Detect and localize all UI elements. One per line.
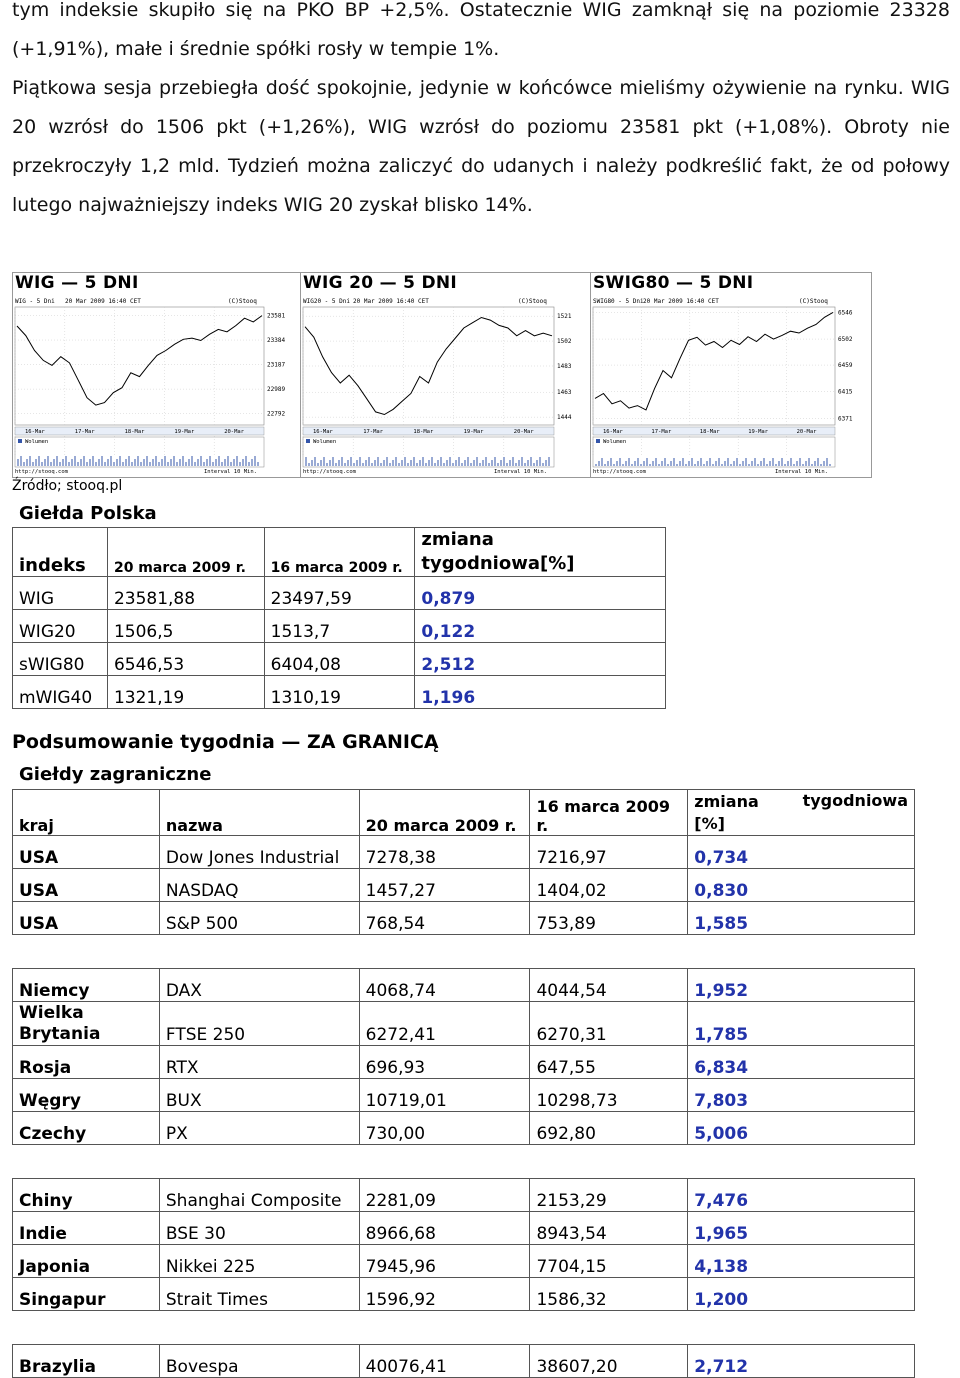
world-cell-date2: 1586,32	[530, 1278, 688, 1311]
pl-cell-date1: 23581,88	[107, 577, 264, 610]
pl-header-zmiana-1: zmiana	[421, 529, 494, 550]
world-cell-name: S&P 500	[159, 902, 359, 935]
world-cell-date1: 2281,09	[359, 1179, 530, 1212]
spacer-cell	[13, 935, 915, 969]
y-tick-label: 22989	[267, 386, 286, 394]
chart-footer-url: http://stooq.com	[303, 469, 356, 475]
world-cell-change: 1,952	[688, 969, 915, 1002]
world-cell-change: 1,785	[688, 1002, 915, 1046]
pl-cell-index: WIG	[13, 577, 108, 610]
volume-frame	[15, 437, 264, 467]
world-cell-name: BUX	[159, 1079, 359, 1112]
world-cell-name: DAX	[159, 969, 359, 1002]
world-cell-date2: 4044,54	[530, 969, 688, 1002]
world-cell-name: Strait Times	[159, 1278, 359, 1311]
y-tick-label: 1521	[557, 313, 572, 321]
pl-cell-index: WIG20	[13, 610, 108, 643]
x-tick-label: 19-Mar	[463, 429, 484, 435]
world-table-row	[13, 869, 915, 902]
world-cell-change: 2,712	[688, 1345, 915, 1378]
world-table-body	[13, 836, 915, 1378]
world-cell-country: USA	[13, 902, 160, 935]
world-table-row	[13, 902, 915, 935]
x-tick-label: 17-Mar	[363, 429, 384, 435]
world-cell-date2: 38607,20	[530, 1345, 688, 1378]
world-table-row	[13, 1278, 915, 1311]
y-tick-label: 1463	[557, 389, 572, 397]
world-cell-country: Węgry	[13, 1079, 160, 1112]
wig-chart	[13, 273, 301, 477]
volume-label: Wolumen	[603, 439, 627, 445]
volume-legend-swatch	[306, 439, 310, 443]
pl-cell-date1: 1321,19	[107, 676, 264, 709]
world-cell-date1: 696,93	[359, 1046, 530, 1079]
world-table-row	[13, 1079, 915, 1112]
x-tick-label: 19-Mar	[174, 429, 195, 435]
world-table	[12, 789, 915, 1378]
volume-legend-swatch	[596, 439, 600, 443]
world-cell-name: Bovespa	[159, 1345, 359, 1378]
world-cell-date1: 7945,96	[359, 1245, 530, 1278]
world-cell-country: Singapur	[13, 1278, 160, 1311]
world-cell-date2: 1404,02	[530, 869, 688, 902]
world-table-row	[13, 1212, 915, 1245]
swig80-chart	[591, 273, 871, 477]
world-cell-date2: 647,55	[530, 1046, 688, 1079]
world-cell-change: 5,006	[688, 1112, 915, 1145]
wig-chart-title: WIG — 5 DNI	[15, 273, 139, 293]
pl-section-title: Giełda Polska	[19, 503, 157, 524]
pl-cell-change: 1,196	[415, 676, 666, 709]
world-cell-date2: 753,89	[530, 902, 688, 935]
world-cell-country: Chiny	[13, 1179, 160, 1212]
x-tick-label: 17-Mar	[74, 429, 95, 435]
y-tick-label: 23581	[267, 312, 286, 320]
chart-header-left: SWIG80 - 5 Dni	[593, 298, 644, 305]
world-header-kraj: kraj	[13, 790, 160, 836]
world-cell-date1: 1596,92	[359, 1278, 530, 1311]
volume-label: Wolumen	[25, 439, 49, 445]
world-cell-country: Niemcy	[13, 969, 160, 1002]
pl-cell-change: 0,879	[415, 577, 666, 610]
world-cell-date2: 6270,31	[530, 1002, 688, 1046]
chart-header-left: WIG20 - 5 Dni	[303, 298, 350, 305]
x-tick-label: 16-Mar	[25, 429, 45, 435]
world-cell-date1: 6272,41	[359, 1002, 530, 1046]
world-cell-country: USA	[13, 869, 160, 902]
world-cell-country: USA	[13, 836, 160, 869]
pl-table	[12, 527, 666, 709]
pl-cell-index: sWIG80	[13, 643, 108, 676]
world-cell-date1: 40076,41	[359, 1345, 530, 1378]
world-cell-change: 1,965	[688, 1212, 915, 1245]
world-header-pct: [%]	[694, 814, 725, 833]
world-cell-country: Brazylia	[13, 1345, 160, 1378]
world-cell-change: 7,803	[688, 1079, 915, 1112]
world-table-row	[13, 1345, 915, 1378]
pl-table-row	[13, 610, 666, 643]
world-cell-name: Dow Jones Industrial	[159, 836, 359, 869]
world-cell-date2: 2153,29	[530, 1179, 688, 1212]
chart-header-date: 20 Mar 2009 16:40 CET	[643, 298, 719, 305]
world-table-row	[13, 969, 915, 1002]
pl-table-header	[13, 528, 666, 577]
world-cell-change: 1,200	[688, 1278, 915, 1311]
y-tick-label: 22792	[267, 410, 286, 418]
x-tick-label: 20-Mar	[224, 429, 245, 435]
world-table-title: Giełdy zagraniczne	[19, 764, 212, 785]
y-tick-label: 23384	[267, 337, 286, 345]
world-cell-name: RTX	[159, 1046, 359, 1079]
world-table-row	[13, 1245, 915, 1278]
world-header-nazwa: nazwa	[159, 790, 359, 836]
y-tick-label: 23187	[267, 361, 286, 369]
world-header-date2: 16 marca 2009 r.	[530, 790, 688, 836]
pl-cell-date2: 1513,7	[264, 610, 415, 643]
charts-panel	[12, 272, 872, 478]
y-tick-label: 6459	[838, 362, 853, 370]
world-header-date1: 20 marca 2009 r.	[359, 790, 530, 836]
y-tick-label: 6502	[838, 336, 853, 344]
plot-frame	[593, 307, 835, 425]
pl-header-date2: 16 marca 2009 r.	[264, 528, 415, 577]
world-section-heading: Podsumowanie tygodnia — ZA GRANICĄ	[12, 731, 439, 753]
world-table-row	[13, 836, 915, 869]
chart-footer-interval: Interval 10 Min.	[204, 469, 257, 475]
world-table-row	[13, 1179, 915, 1212]
y-tick-label: 1444	[557, 414, 572, 422]
pl-table-body	[13, 577, 666, 709]
x-tick-label: 17-Mar	[651, 429, 672, 435]
world-cell-date1: 1457,27	[359, 869, 530, 902]
world-cell-date2: 692,80	[530, 1112, 688, 1145]
pl-cell-change: 0,122	[415, 610, 666, 643]
world-table-row	[13, 1002, 915, 1046]
pl-header-indeks: indeks	[13, 528, 108, 577]
y-tick-label: 6415	[838, 388, 853, 396]
world-cell-name: Nikkei 225	[159, 1245, 359, 1278]
group-spacer	[13, 1311, 915, 1345]
world-table-row	[13, 1046, 915, 1079]
swig80-chart-title: SWIG80 — 5 DNI	[593, 273, 754, 293]
world-cell-date1: 10719,01	[359, 1079, 530, 1112]
x-tick-label: 16-Mar	[313, 429, 333, 435]
world-table-header	[13, 790, 915, 836]
world-cell-date1: 768,54	[359, 902, 530, 935]
chart-header-date: 20 Mar 2009 16:40 CET	[65, 298, 141, 305]
group-spacer	[13, 935, 915, 969]
group-spacer	[13, 1145, 915, 1179]
intro-text	[12, 0, 950, 225]
x-tick-label: 20-Mar	[513, 429, 534, 435]
chart-footer-interval: Interval 10 Min.	[775, 469, 828, 475]
world-header-zmiana	[688, 790, 915, 836]
world-table-row	[13, 1112, 915, 1145]
world-cell-change: 1,585	[688, 902, 915, 935]
chart-svg	[301, 295, 590, 475]
chart-header-copyright: (C)Stooq	[228, 298, 257, 305]
world-cell-change: 4,138	[688, 1245, 915, 1278]
world-cell-name: BSE 30	[159, 1212, 359, 1245]
spacer-cell	[13, 1145, 915, 1179]
x-tick-label: 16-Mar	[603, 429, 623, 435]
pl-table-row	[13, 643, 666, 676]
world-cell-name: NASDAQ	[159, 869, 359, 902]
pl-cell-date1: 6546,53	[107, 643, 264, 676]
world-cell-date2: 10298,73	[530, 1079, 688, 1112]
world-cell-change: 0,830	[688, 869, 915, 902]
price-line	[595, 312, 833, 410]
world-cell-date1: 4068,74	[359, 969, 530, 1002]
world-cell-date1: 8966,68	[359, 1212, 530, 1245]
spacer-cell	[13, 1311, 915, 1345]
world-cell-name: Shanghai Composite	[159, 1179, 359, 1212]
pl-table-row	[13, 577, 666, 610]
world-cell-change: 0,734	[688, 836, 915, 869]
intro-paragraph-2: Piątkowa sesja przebiegła dość spokojnie, jedynie w końcówce mieliśmy ożywienie na rynku. WIG 20 wzrósł do 1506 pkt (+1,26%), WIG wzrósł do poziomu 23581 pkt (+1,08%). Obroty nie przekroczyły 1,2 mld. Tydzień można zaliczyć do udanych i należy podkreślić fakt, że od połowy lutego najważniejszy indeks WIG 20 zyskał blisko 14%.	[12, 77, 950, 216]
pl-cell-change: 2,512	[415, 643, 666, 676]
y-tick-label: 6546	[838, 309, 853, 317]
world-cell-change: 7,476	[688, 1179, 915, 1212]
chart-footer-url: http://stooq.com	[593, 469, 646, 475]
pl-header-date1: 20 marca 2009 r.	[107, 528, 264, 577]
intro-line-1: tym indeksie skupiło się na PKO BP +2,5%. Ostatecznie WIG zamknął się na poziomie 23328 (+1,91%), małe i średnie spółki rosły w tempie 1%.	[12, 0, 950, 60]
pl-cell-date2: 23497,59	[264, 577, 415, 610]
world-cell-date2: 7704,15	[530, 1245, 688, 1278]
pl-header-zmiana-2: tygodniowa[%]	[421, 553, 575, 574]
x-tick-label: 18-Mar	[124, 429, 145, 435]
pl-cell-date1: 1506,5	[107, 610, 264, 643]
chart-header-copyright: (C)Stooq	[799, 298, 828, 305]
x-tick-label: 20-Mar	[796, 429, 817, 435]
world-header-zmiana-word: zmiana	[694, 792, 759, 811]
world-cell-date1: 730,00	[359, 1112, 530, 1145]
world-header-tygodniowa: tygodniowa	[802, 791, 908, 810]
chart-svg	[13, 295, 300, 475]
world-cell-country: Wielka Brytania	[13, 1002, 160, 1046]
y-tick-label: 1502	[557, 338, 572, 346]
world-cell-country: Rosja	[13, 1046, 160, 1079]
pl-table-row	[13, 676, 666, 709]
chart-footer-url: http://stooq.com	[15, 469, 68, 475]
world-cell-date2: 7216,97	[530, 836, 688, 869]
world-cell-name: FTSE 250	[159, 1002, 359, 1046]
world-cell-name: PX	[159, 1112, 359, 1145]
chart-header-date: 20 Mar 2009 16:40 CET	[353, 298, 429, 305]
wig20-chart-title: WIG 20 — 5 DNI	[303, 273, 458, 293]
world-cell-country: Czechy	[13, 1112, 160, 1145]
pl-cell-index: mWIG40	[13, 676, 108, 709]
volume-legend-swatch	[18, 439, 22, 443]
pl-cell-date2: 6404,08	[264, 643, 415, 676]
price-line	[17, 316, 262, 406]
x-tick-label: 18-Mar	[413, 429, 434, 435]
wig20-chart	[301, 273, 591, 477]
world-cell-date2: 8943,54	[530, 1212, 688, 1245]
x-tick-label: 19-Mar	[748, 429, 769, 435]
x-tick-label: 18-Mar	[699, 429, 720, 435]
volume-label: Wolumen	[313, 439, 337, 445]
pl-header-zmiana	[415, 528, 666, 577]
y-tick-label: 6371	[838, 415, 853, 423]
chart-svg	[591, 295, 871, 475]
y-tick-label: 1483	[557, 363, 572, 370]
chart-header-left: WIG - 5 Dni	[15, 298, 55, 305]
chart-footer-interval: Interval 10 Min.	[494, 469, 547, 475]
world-cell-change: 6,834	[688, 1046, 915, 1079]
plot-frame	[15, 307, 264, 425]
world-cell-date1: 7278,38	[359, 836, 530, 869]
world-cell-country: Japonia	[13, 1245, 160, 1278]
pl-cell-date2: 1310,19	[264, 676, 415, 709]
chart-header-copyright: (C)Stooq	[518, 298, 547, 305]
world-cell-country: Indie	[13, 1212, 160, 1245]
source-note: Źródło; stooq.pl	[12, 478, 123, 494]
